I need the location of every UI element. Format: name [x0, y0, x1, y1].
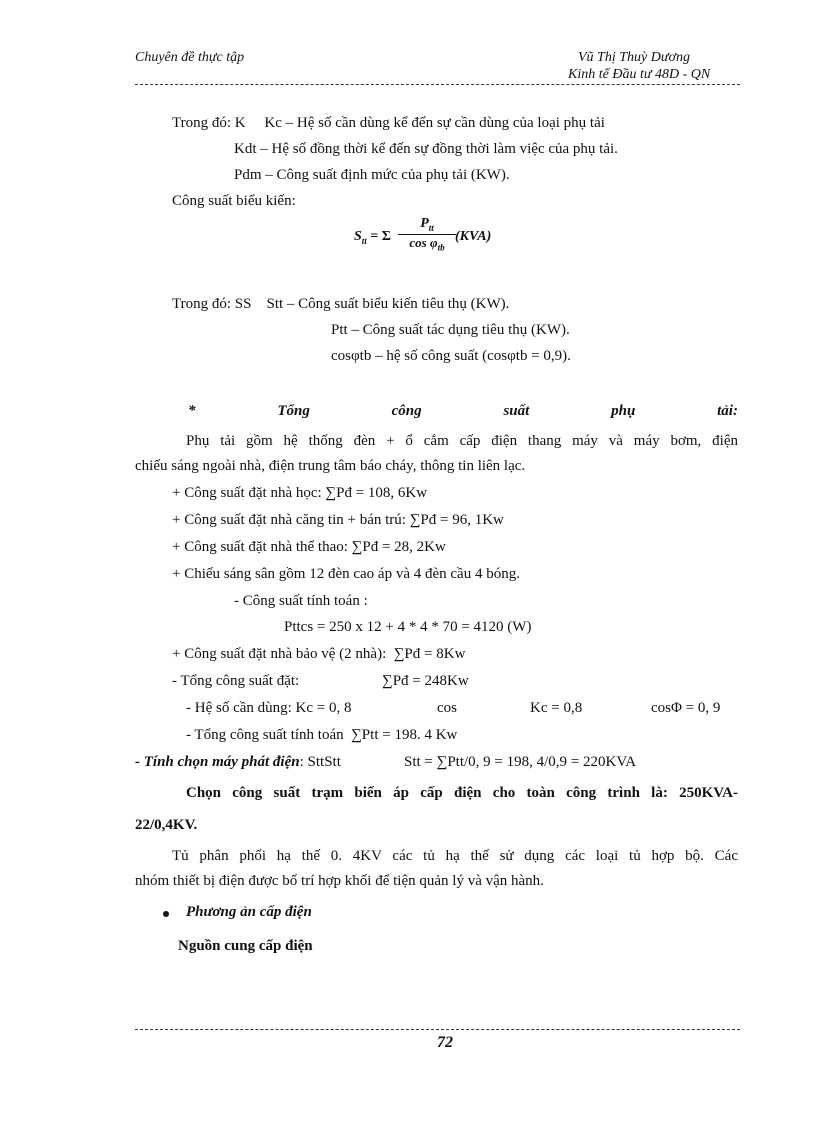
heading-word: phụ	[611, 403, 636, 419]
total-label: - Tổng công suất đặt:	[172, 673, 300, 689]
header-left: Chuyên đề thực tập	[135, 50, 245, 65]
formula-num-sub: tt	[428, 222, 434, 233]
formula-lhs: S	[354, 229, 362, 244]
choose-line2: 22/0,4KV.	[135, 817, 198, 833]
formula-den-sub: tb	[437, 242, 445, 253]
heading-word: *	[188, 403, 196, 419]
item-sport: + Công suất đặt nhà thể thao: ∑Pđ = 28, 2Kw	[172, 539, 446, 555]
item-guard: + Công suất đặt nhà bảo vệ (2 nhà): ∑Pđ = 8Kw	[172, 646, 466, 662]
heading-word: công	[391, 403, 422, 419]
source-heading: Nguồn cung cấp điện	[178, 938, 313, 954]
coef-cosphi: cosΦ = 0, 9	[651, 700, 721, 716]
para2-line2: nhóm thiết bị điện được bố trí hợp khối để tiện quản lý và vận hành.	[135, 873, 544, 889]
section2-line1: Trong đó: SS Stt – Công suất biểu kiến tiêu thụ (KW).	[172, 296, 510, 312]
item-school: + Công suất đặt nhà học: ∑Pđ = 108, 6Kw	[172, 485, 428, 501]
bullet-dot	[163, 911, 169, 917]
formula-denominator: cos φ	[409, 235, 438, 250]
section1-line2: Kdt – Hệ số đồng thời kể đến sự đồng thời làm việc của phụ tải.	[234, 141, 618, 157]
para1-line2: chiếu sáng ngoài nhà, điện trung tâm báo cháy, thông tin liên lạc.	[135, 458, 526, 474]
section2-line3: cosφtb – hệ số công suất (cosφtb = 0,9).	[331, 348, 571, 364]
generator-colon: : SttStt	[299, 754, 341, 770]
formula-numerator: P	[420, 216, 429, 231]
generator-label: - Tính chọn máy phát điện	[135, 754, 300, 770]
choose-line1: Chọn công suất trạm biến áp cấp điện cho toàn công trình là: 250KVA-	[186, 785, 738, 801]
item-lighting-calc: Pttcs = 250 x 12 + 4 * 4 * 70 = 4120 (W)	[284, 619, 532, 635]
section1-line4: Công suất biểu kiến:	[172, 193, 296, 209]
section-heading	[188, 403, 738, 420]
coef-cos: cos	[437, 700, 457, 716]
heading-word: tải:	[717, 403, 738, 419]
heading-word: suất	[503, 403, 530, 419]
section2-line2: Ptt – Công suất tác dụng tiêu thụ (KW).	[331, 322, 570, 338]
header-author: Vũ Thị Thuỳ Dương	[578, 50, 690, 65]
heading-word: Tổng	[277, 403, 310, 419]
para1-line1: Phụ tải gồm hệ thống đèn + ổ cắm cấp điện thang máy và máy bơm, điện	[186, 433, 738, 449]
header-rule	[135, 84, 740, 85]
item-lighting-calc-label: - Công suất tính toán :	[234, 593, 368, 609]
item-canteen: + Công suất đặt nhà căng tin + bán trú: ∑Pđ = 96, 1Kw	[172, 512, 504, 528]
formula-lhs-sub: tt	[361, 235, 367, 246]
section1-line3: Pdm – Công suất định mức của phụ tải (KW).	[234, 167, 510, 183]
formula-eq: = Σ	[370, 229, 391, 244]
section1-line1: Trong đó: K Kc – Hệ số cần dùng kể đến sự cần dùng của loại phụ tải	[172, 115, 605, 131]
formula-fraction	[398, 216, 456, 253]
header-class: Kinh tế Đầu tư 48D - QN	[568, 67, 711, 82]
bullet-phuong-an: Phương ản cấp điện	[186, 904, 312, 920]
total-value: ∑Pđ = 248Kw	[382, 673, 469, 689]
para2-line1: Tủ phân phối hạ thế 0. 4KV các tủ hạ thế sử dụng các loại tủ hợp bộ. Các	[172, 848, 738, 864]
formula-unit: (KVA)	[455, 229, 492, 244]
coef-kc: - Hệ số cần dùng: Kc = 0, 8	[186, 700, 352, 716]
coef-kc-value: Kc = 0,8	[530, 700, 583, 716]
total-calc: - Tổng công suất tính toán ∑Ptt = 198. 4 Kw	[186, 727, 458, 743]
item-lighting: + Chiếu sáng sân gồm 12 đèn cao áp và 4 đèn cầu 4 bóng.	[172, 566, 520, 582]
generator-value: Stt = ∑Ptt/0, 9 = 198, 4/0,9 = 220KVA	[404, 754, 637, 770]
footer-rule	[135, 1029, 740, 1030]
page-number: 72	[437, 1034, 453, 1051]
